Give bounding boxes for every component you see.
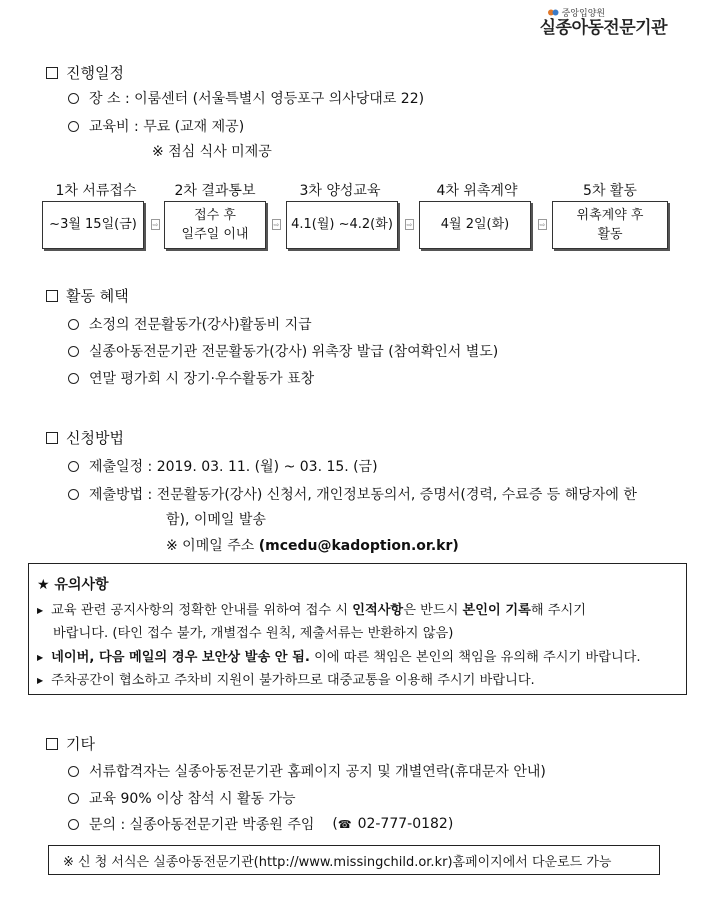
etc-item: 서류합격자는 실종아동전문기관 홈페이지 공지 및 개별연락(휴대문자 안내) <box>68 761 546 781</box>
email-note: ※ 이메일 주소 (mcedu@kadoption.or.kr) <box>166 538 459 554</box>
square-bullet-icon <box>46 432 58 444</box>
arrow-right-icon: ⇨ <box>152 220 159 229</box>
square-bullet-icon <box>46 67 58 79</box>
circle-bullet-icon <box>68 489 79 500</box>
schedule-location: 장 소 : 이룸센터 (서울특별시 영등포구 의사당대로 22) <box>68 88 424 108</box>
etc-contact: 문의 : 실종아동전문기관 박종원 주임 ( ☎ 02-777-0182) <box>68 814 453 834</box>
arrow-right-icon: ⇨ <box>273 220 280 229</box>
meal-note: ※ 점심 식사 미제공 <box>152 144 272 160</box>
caution-box <box>28 563 687 695</box>
logo-mark-icon <box>548 8 559 17</box>
circle-bullet-icon <box>68 819 79 830</box>
benefit-item: 연말 평가회 시 장기·우수활동가 표창 <box>68 368 314 388</box>
triangle-bullet-icon: ▶ <box>37 676 44 685</box>
caution-line-1-cont: 바랍니다. (타인 접수 불가, 개별접수 원칙, 제출서류는 반환하지 않음) <box>53 626 454 641</box>
step-label-1: 1차 서류접수 <box>55 183 137 199</box>
email-address: (mcedu@kadoption.or.kr) <box>258 538 459 554</box>
apply-method-cont: 함), 이메일 발송 <box>166 512 266 528</box>
step-label-4: 4차 위촉계약 <box>436 183 518 199</box>
logo-org-name: 실종아동전문기관 <box>539 18 667 38</box>
step-box-2: 접수 후 일주일 이내 <box>164 201 266 249</box>
circle-bullet-icon <box>68 373 79 384</box>
step-box-5: 위촉계약 후 활동 <box>552 201 668 249</box>
section-title-schedule: 진행일정 <box>46 62 124 83</box>
benefit-item: 소정의 전문활동가(강사)활동비 지급 <box>68 314 312 334</box>
circle-bullet-icon <box>68 319 79 330</box>
arrow-right-icon: ⇨ <box>539 220 546 229</box>
square-bullet-icon <box>46 738 58 750</box>
etc-item: 교육 90% 이상 참석 시 활동 가능 <box>68 788 296 808</box>
org-logo <box>540 6 667 38</box>
logo-org-top: 중앙입양원 <box>561 9 606 19</box>
section-title-etc: 기타 <box>46 733 95 754</box>
caution-line-1: ▶ 교육 관련 공지사항의 정확한 안내를 위하여 접수 시 인적사항은 반드시 본인이 기록해 주시기 <box>37 603 586 618</box>
circle-bullet-icon <box>68 461 79 472</box>
circle-bullet-icon <box>68 121 79 132</box>
step-box-1: ~3월 15일(금) <box>42 201 144 249</box>
square-bullet-icon <box>46 290 58 302</box>
circle-bullet-icon <box>68 93 79 104</box>
caution-line-3: ▶ 주차공간이 협소하고 주차비 지원이 불가하므로 대중교통을 이용해 주시기 바랍니다. <box>37 673 535 688</box>
triangle-bullet-icon: ▶ <box>37 606 44 615</box>
step-label-2: 2차 결과통보 <box>174 183 256 199</box>
apply-period: 제출일정 : 2019. 03. 11. (월) ~ 03. 15. (금) <box>68 456 378 476</box>
circle-bullet-icon <box>68 346 79 357</box>
triangle-bullet-icon: ▶ <box>37 653 44 662</box>
caution-title: ★ 유의사항 <box>37 577 109 593</box>
circle-bullet-icon <box>68 766 79 777</box>
arrow-right-icon: ⇨ <box>406 220 413 229</box>
phone-icon: ☎ <box>337 817 352 831</box>
circle-bullet-icon <box>68 793 79 804</box>
step-label-3: 3차 양성교육 <box>299 183 381 199</box>
step-box-3: 4.1(월) ~4.2(화) <box>286 201 398 249</box>
benefit-item: 실종아동전문기관 전문활동가(강사) 위촉장 발급 (참여확인서 별도) <box>68 341 498 361</box>
step-label-5: 5차 활동 <box>583 183 637 199</box>
contact-phone: 02-777-0182) <box>357 816 454 832</box>
section-title-apply: 신청방법 <box>46 427 124 448</box>
schedule-fee: 교육비 : 무료 (교재 제공) <box>68 116 244 136</box>
section-title-benefits: 활동 혜택 <box>46 285 129 306</box>
step-box-4: 4월 2일(화) <box>419 201 531 249</box>
caution-line-2: ▶ 네이버, 다음 메일의 경우 보안상 발송 안 됨. 이에 따른 책임은 본인의 책임을 유의해 주시기 바랍니다. <box>37 650 641 665</box>
download-note: ※ 신 청 서식은 실종아동전문기관(http://www.missingchild.or.kr)홈페이지에서 다운로드 가능 <box>48 845 660 875</box>
apply-method: 제출방법 : 전문활동가(강사) 신청서, 개인정보동의서, 증명서(경력, 수료증 등 해당자에 한 <box>68 484 637 504</box>
